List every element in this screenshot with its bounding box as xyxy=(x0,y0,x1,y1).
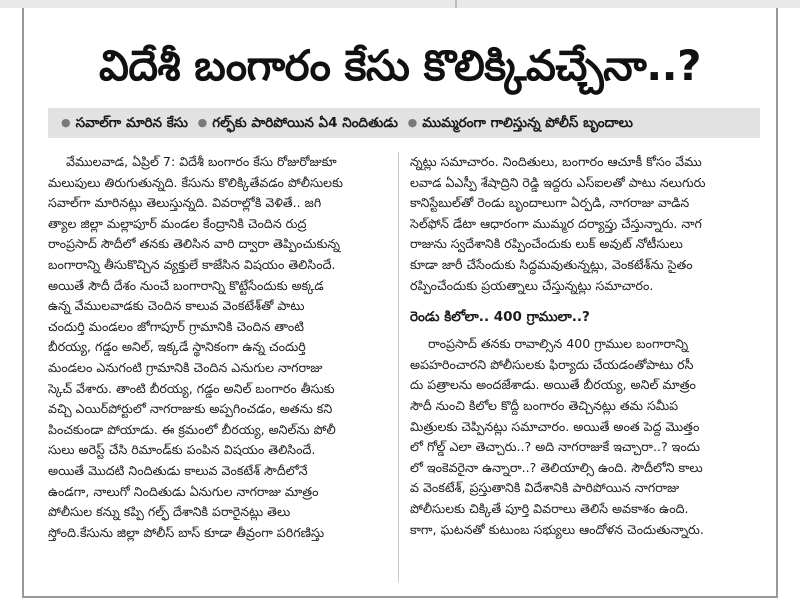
text-line: వ వెంకటేశ్‌, ప్రస్తుతానికి విదేశానికి పారిపోయిన నాగరాజు xyxy=(410,480,680,496)
section-subheading: రెండు కిలోలా.. 400 గ్రాములా..? xyxy=(410,309,590,326)
bullet-icon: ● xyxy=(61,116,71,129)
text-line: పోలీసులకు చిక్కితే పూర్తి వివరాలు తెలిసే అవకాశం ఉంది. xyxy=(410,500,689,516)
text-line: లో ఇంకెవరైనా ఉన్నారా..? తెలియాల్సి ఉంది. సౌదీలోని కాలు xyxy=(410,459,703,475)
column-divider xyxy=(398,152,399,582)
text-line: వేములవాడ, ఏప్రిల్‌ 7: విదేశీ బంగారం కేసు రోజురోజుకూ xyxy=(66,154,337,169)
text-line: సెల్‌ఫోన్‌ డేటా ఆధారంగా ముమ్మర దర్యాప్తు చేస్తున్నారు. నాగ xyxy=(410,215,702,231)
text-line: సౌదీ నుంచి కిలోల కొద్దీ బంగారం తెచ్చినట్లు తమ సమీప xyxy=(410,397,679,413)
text-line: రాంప్రసాద్‌ సౌదీలో తనకు తెలిసిన వారి ద్వారా తెప్పించుకున్న xyxy=(48,236,341,252)
text-line: పించకుండా పోయాడు. ఈ క్రమంలో బీరయ్య, అనిల్‌ను పోలీ xyxy=(48,421,336,437)
text-line: త్యాల జిల్లా మల్లాపూర్‌ మండల కేంద్రానికి చెందిన రుద్ర xyxy=(48,215,307,231)
text-line: అయితే మొదటి నిందితుడు కాలువ వెంకటేశ్‌ సౌదీలోనే xyxy=(48,462,308,478)
text-line: మండలం ఎనుగంటి గ్రామానికి చెందిన ఎనుగుల నాగరాజు xyxy=(48,359,323,375)
subhead-bar xyxy=(48,108,760,138)
subhead-point-3: ముమ్మరంగా గాలిస్తున్న పోలీస్‌ బృందాలు xyxy=(422,115,633,131)
text-line: మిత్రులకు చెప్పినట్లు సమాచారం. అయితే అంత పెద్ద మొత్తం xyxy=(410,418,700,434)
text-line: లో గోల్డ్‌ ఎలా తెచ్చారు..? అది నాగరాజుకే ఇచ్చారా..? ఇందు xyxy=(410,439,700,455)
top-rule xyxy=(0,0,800,8)
text-line: అపహరించారని పోలీసులకు ఫిర్యాదు చేయడంతోపాటు రసీ xyxy=(410,356,694,372)
right-column-text-bottom xyxy=(410,334,758,540)
top-rule-tick xyxy=(455,0,457,8)
subhead-point-2: గల్ఫ్‌కు పారిపోయిన ఏ4 నిందితుడు xyxy=(212,115,398,131)
text-line: అయితే సౌదీ దేశం నుంచే బంగారాన్ని కొట్టేసేందుకు అక్కడ xyxy=(48,277,324,293)
text-line: సవాల్‌గా మారినట్లు తెలుస్తున్నది. వివరాల్లోకి వెళితే.. జగి xyxy=(48,195,322,211)
text-line: మలుపులు తిరుగుతున్నది. కేసును కొలిక్కితేవడం పోలీసులకు xyxy=(48,174,343,190)
article-column-left xyxy=(48,152,392,543)
text-line: బీరయ్య, గడ్డం అనిల్‌, ఇక్కడే స్థానికంగా ఉన్న చందుర్తి xyxy=(48,339,306,355)
bullet-icon: ● xyxy=(407,116,418,129)
text-line: కూడా జారీ చేసేందుకు సిద్ధమవుతున్నట్లు, వెంకటేశ్‌ను సైతం xyxy=(410,256,693,272)
text-line: న్నట్లు సమాచారం. నిందితులు, బంగారం ఆచూకీ కోసం వేము xyxy=(410,154,702,169)
text-line: పోలీసుల కన్ను కప్పి గల్ఫ్‌ దేశానికి పరారైనట్లు తెలు xyxy=(48,504,291,520)
text-line: ఉన్న వేములవాడకు చెందిన కాలువ వెంకటేశ్‌తో పాటు xyxy=(48,298,305,314)
right-column-text-top xyxy=(410,152,758,296)
text-line: స్కెచ్‌ వేశారు. తాంటి బీరయ్య, గడ్డం అనిల్‌ బంగారం తీసుకు xyxy=(48,380,335,396)
headline: విదేశీ బంగారం కేసు కొలిక్కివచ్చేనా..? xyxy=(98,41,702,90)
text-line: రప్పించేందుకు ప్రయత్నాలు చేస్తున్నట్లు సమాచారం. xyxy=(410,277,654,293)
subhead-point-1: సవాల్‌గా మారిన కేసు xyxy=(75,115,188,131)
text-line: ఉండగా, నాలుగో నిందితుడు ఏనుగుల నాగరాజు మాత్రం xyxy=(48,483,319,499)
text-line: రాంప్రసాద్‌ తనకు రావాల్సిన 400 గ్రాముల బంగారాన్ని xyxy=(428,336,689,352)
text-line: చందుర్తి మండలం జోగాపూర్‌ గ్రామానికి చెందిన తాంటి xyxy=(48,318,305,334)
text-line: రాజును స్వదేశానికి రప్పించేందుకు లుక్‌ అవుట్‌ నోటీసులు xyxy=(410,236,683,252)
text-line: స్తోంది.కేసును జిల్లా పోలీస్‌ బాస్‌ కూడా తీవ్రంగా పరిగణిస్తు xyxy=(48,524,325,540)
article-column-right xyxy=(410,152,758,540)
text-line: సులు అరెస్ట్‌ చేసి రిమాండ్‌కు పంపిన విషయం తెలిసిందే. xyxy=(48,442,316,458)
text-line: కాగా, ఘటనతో కుటుంబ సభ్యులు ఆందోళన చెందుతున్నారు. xyxy=(410,521,704,537)
text-line: దు పత్రాలను అందజేశాడు. అయితే బీరయ్య, అనిల్‌ మాత్రం xyxy=(410,377,696,393)
text-line: కానిస్టేబుల్‌తో రెండు బృందాలుగా ఏర్పడి, నాగరాజు వాడిన xyxy=(410,195,690,211)
text-line: లవాడ ఏఎస్పీ శేషాద్రిని రెడ్డి ఇద్దరు ఎస్‌ఐలతో పాటు నలుగురు xyxy=(410,174,706,190)
bullet-icon: ● xyxy=(197,116,208,129)
text-line: వచ్చి ఎయిర్‌పోర్టులో నాగరాజుకు అప్పగించడం, అతను కని xyxy=(48,401,333,417)
text-line: బంగారాన్ని తీసుకొచ్చిన వ్యక్తులే కాజేసిన విషయం తెలిసిందే. xyxy=(48,256,336,272)
